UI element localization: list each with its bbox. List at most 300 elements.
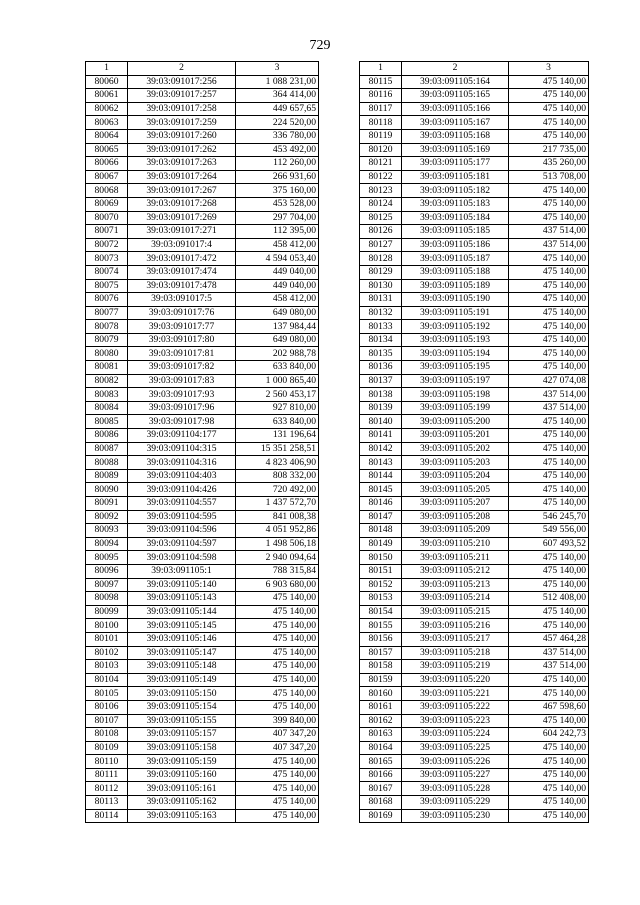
table-row [86,333,319,347]
row-number-cell: 80133 [360,320,402,334]
row-number-cell: 80157 [360,646,402,660]
table-row [86,225,319,239]
value-cell: 475 140,00 [509,429,589,443]
row-number-cell: 80160 [360,687,402,701]
cadastral-number-cell: 39:03:091105:181 [402,170,509,184]
row-number-cell: 80066 [86,157,128,171]
value-cell: 475 140,00 [509,415,589,429]
cadastral-number-cell: 39:03:091105:166 [402,102,509,116]
value-cell: 475 140,00 [236,619,319,633]
table-row [360,796,589,810]
table-row [360,306,589,320]
row-number-cell: 80154 [360,605,402,619]
table-row [86,143,319,157]
table-row [360,551,589,565]
cadastral-number-cell: 39:03:091017:262 [128,143,236,157]
value-cell: 435 260,00 [509,157,589,171]
table-row [360,497,589,511]
cadastral-number-cell: 39:03:091105:198 [402,388,509,402]
table-row [86,415,319,429]
cadastral-number-cell: 39:03:091105:164 [402,75,509,89]
table-row [86,116,319,130]
table-row [360,252,589,266]
cadastral-number-cell: 39:03:091105:189 [402,279,509,293]
row-number-cell: 80067 [86,170,128,184]
cadastral-number-cell: 39:03:091105:182 [402,184,509,198]
value-cell: 375 160,00 [236,184,319,198]
table-row [86,129,319,143]
cadastral-number-cell: 39:03:091105:192 [402,320,509,334]
table-row [86,592,319,606]
value-cell: 475 140,00 [509,306,589,320]
value-cell: 604 242,73 [509,728,589,742]
cadastral-number-cell: 39:03:091105:217 [402,632,509,646]
cadastral-number-cell: 39:03:091105:146 [128,632,236,646]
table-row [86,497,319,511]
value-cell: 475 140,00 [236,673,319,687]
table-row [360,741,589,755]
value-cell: 1 437 572,70 [236,497,319,511]
value-cell: 449 657,65 [236,102,319,116]
cadastral-number-cell: 39:03:091105:226 [402,755,509,769]
table-header-row [360,62,589,76]
cadastral-number-cell: 39:03:091105:230 [402,809,509,823]
row-number-cell: 80088 [86,456,128,470]
value-cell: 475 140,00 [236,605,319,619]
row-number-cell: 80063 [86,116,128,130]
table-row [360,184,589,198]
value-cell: 475 140,00 [509,279,589,293]
cadastral-number-cell: 39:03:091105:220 [402,673,509,687]
table-row [360,170,589,184]
value-cell: 449 040,00 [236,265,319,279]
table-row [360,673,589,687]
row-number-cell: 80101 [86,632,128,646]
table-row [360,646,589,660]
cadastral-number-cell: 39:03:091104:177 [128,429,236,443]
value-cell: 475 140,00 [236,809,319,823]
value-cell: 475 140,00 [509,605,589,619]
value-cell: 4 823 406,90 [236,456,319,470]
row-number-cell: 80113 [86,796,128,810]
table-row [86,388,319,402]
table-row [86,361,319,375]
value-cell: 649 080,00 [236,306,319,320]
value-cell: 475 140,00 [509,129,589,143]
value-cell: 458 412,00 [236,238,319,252]
row-number-cell: 80070 [86,211,128,225]
value-cell: 224 520,00 [236,116,319,130]
row-number-cell: 80156 [360,632,402,646]
cadastral-number-cell: 39:03:091105:162 [128,796,236,810]
value-cell: 475 140,00 [509,497,589,511]
value-cell: 4 051 952,86 [236,524,319,538]
row-number-cell: 80120 [360,143,402,157]
cadastral-number-cell: 39:03:091105:223 [402,714,509,728]
cadastral-number-cell: 39:03:091017:81 [128,347,236,361]
row-number-cell: 80138 [360,388,402,402]
cadastral-number-cell: 39:03:091105:216 [402,619,509,633]
table-row [86,238,319,252]
table-row [360,632,589,646]
cadastral-number-cell: 39:03:091105:144 [128,605,236,619]
value-cell: 475 140,00 [236,646,319,660]
table-row [86,524,319,538]
row-number-cell: 80153 [360,592,402,606]
cadastral-number-cell: 39:03:091104:403 [128,469,236,483]
cadastral-number-cell: 39:03:091105:199 [402,401,509,415]
cadastral-number-cell: 39:03:091105:222 [402,700,509,714]
row-number-cell: 80121 [360,157,402,171]
cadastral-number-cell: 39:03:091105:154 [128,700,236,714]
cadastral-number-cell: 39:03:091017:268 [128,197,236,211]
cadastral-number-cell: 39:03:091105:1 [128,564,236,578]
row-number-cell: 80071 [86,225,128,239]
row-number-cell: 80072 [86,238,128,252]
row-number-cell: 80124 [360,197,402,211]
row-number-cell: 80092 [86,510,128,524]
table-row [360,456,589,470]
cadastral-number-cell: 39:03:091105:165 [402,89,509,103]
cadastral-number-cell: 39:03:091105:185 [402,225,509,239]
table-row [86,728,319,742]
cadastral-number-cell: 39:03:091017:271 [128,225,236,239]
cadastral-number-cell: 39:03:091105:188 [402,265,509,279]
table-row [86,578,319,592]
value-cell: 437 514,00 [509,388,589,402]
row-number-cell: 80130 [360,279,402,293]
value-cell: 1 088 231,00 [236,75,319,89]
value-cell: 475 140,00 [509,483,589,497]
row-number-cell: 80094 [86,537,128,551]
row-number-cell: 80061 [86,89,128,103]
row-number-cell: 80116 [360,89,402,103]
table-row [86,456,319,470]
cadastral-number-cell: 39:03:091105:207 [402,497,509,511]
table-row [86,429,319,443]
value-cell: 457 464,28 [509,632,589,646]
value-cell: 475 140,00 [509,442,589,456]
column-header: 1 [360,62,402,76]
row-number-cell: 80090 [86,483,128,497]
row-number-cell: 80135 [360,347,402,361]
cadastral-number-cell: 39:03:091105:148 [128,660,236,674]
row-number-cell: 80145 [360,483,402,497]
row-number-cell: 80062 [86,102,128,116]
cadastral-number-cell: 39:03:091017:267 [128,184,236,198]
row-number-cell: 80165 [360,755,402,769]
cadastral-number-cell: 39:03:091105:203 [402,456,509,470]
value-cell: 475 140,00 [509,619,589,633]
cadastral-number-cell: 39:03:091105:168 [402,129,509,143]
value-cell: 112 260,00 [236,157,319,171]
cadastral-number-cell: 39:03:091017:5 [128,293,236,307]
cadastral-number-cell: 39:03:091105:191 [402,306,509,320]
column-header: 2 [128,62,236,76]
value-cell: 475 140,00 [236,700,319,714]
table-row [360,265,589,279]
column-header: 2 [402,62,509,76]
cadastral-number-cell: 39:03:091017:256 [128,75,236,89]
value-cell: 453 492,00 [236,143,319,157]
row-number-cell: 80103 [86,660,128,674]
cadastral-number-cell: 39:03:091105:204 [402,469,509,483]
row-number-cell: 80139 [360,401,402,415]
table-row [86,265,319,279]
cadastral-number-cell: 39:03:091017:260 [128,129,236,143]
row-number-cell: 80152 [360,578,402,592]
row-number-cell: 80068 [86,184,128,198]
row-number-cell: 80159 [360,673,402,687]
row-number-cell: 80074 [86,265,128,279]
row-number-cell: 80148 [360,524,402,538]
table-row [360,429,589,443]
cadastral-number-cell: 39:03:091105:209 [402,524,509,538]
row-number-cell: 80104 [86,673,128,687]
value-cell: 475 140,00 [509,741,589,755]
table-row [360,469,589,483]
value-cell: 549 556,00 [509,524,589,538]
value-cell: 513 708,00 [509,170,589,184]
row-number-cell: 80110 [86,755,128,769]
row-number-cell: 80107 [86,714,128,728]
table-row [360,605,589,619]
row-number-cell: 80075 [86,279,128,293]
cadastral-number-cell: 39:03:091105:200 [402,415,509,429]
table-row [360,197,589,211]
row-number-cell: 80083 [86,388,128,402]
value-cell: 437 514,00 [509,225,589,239]
table-row [86,782,319,796]
table-row [86,252,319,266]
row-number-cell: 80108 [86,728,128,742]
column-header: 3 [236,62,319,76]
value-cell: 475 140,00 [509,469,589,483]
table-row [360,483,589,497]
table-row [86,374,319,388]
table-row [86,279,319,293]
cadastral-number-cell: 39:03:091105:219 [402,660,509,674]
value-cell: 475 140,00 [509,755,589,769]
value-cell: 475 140,00 [236,592,319,606]
row-number-cell: 80166 [360,768,402,782]
table-row [360,374,589,388]
row-number-cell: 80140 [360,415,402,429]
value-cell: 2 560 453,17 [236,388,319,402]
value-cell: 475 140,00 [509,184,589,198]
table-row [86,796,319,810]
cadastral-number-cell: 39:03:091105:157 [128,728,236,742]
value-cell: 475 140,00 [236,755,319,769]
table-row [86,768,319,782]
value-cell: 6 903 680,00 [236,578,319,592]
table-row [86,320,319,334]
value-cell: 546 245,70 [509,510,589,524]
row-number-cell: 80161 [360,700,402,714]
row-number-cell: 80122 [360,170,402,184]
table-row [86,741,319,755]
row-number-cell: 80076 [86,293,128,307]
value-cell: 2 940 094,64 [236,551,319,565]
row-number-cell: 80115 [360,75,402,89]
row-number-cell: 80102 [86,646,128,660]
row-number-cell: 80131 [360,293,402,307]
row-number-cell: 80093 [86,524,128,538]
value-cell: 449 040,00 [236,279,319,293]
value-cell: 437 514,00 [509,646,589,660]
value-cell: 475 140,00 [509,687,589,701]
row-number-cell: 80147 [360,510,402,524]
cadastral-number-cell: 39:03:091017:478 [128,279,236,293]
table-row [86,700,319,714]
cadastral-table-right [359,61,589,823]
cadastral-number-cell: 39:03:091105:160 [128,768,236,782]
table-row [86,673,319,687]
value-cell: 475 140,00 [509,782,589,796]
cadastral-number-cell: 39:03:091017:257 [128,89,236,103]
cadastral-number-cell: 39:03:091104:595 [128,510,236,524]
table-row [360,89,589,103]
cadastral-number-cell: 39:03:091105:224 [402,728,509,742]
value-cell: 475 140,00 [509,456,589,470]
table-row [360,279,589,293]
table-row [360,524,589,538]
value-cell: 475 140,00 [509,361,589,375]
cadastral-number-cell: 39:03:091105:228 [402,782,509,796]
row-number-cell: 80127 [360,238,402,252]
row-number-cell: 80118 [360,116,402,130]
value-cell: 841 008,38 [236,510,319,524]
value-cell: 927 810,00 [236,401,319,415]
row-number-cell: 80098 [86,592,128,606]
row-number-cell: 80169 [360,809,402,823]
value-cell: 475 140,00 [509,714,589,728]
cadastral-number-cell: 39:03:091105:212 [402,564,509,578]
value-cell: 475 140,00 [509,796,589,810]
row-number-cell: 80099 [86,605,128,619]
cadastral-number-cell: 39:03:091105:229 [402,796,509,810]
value-cell: 720 492,00 [236,483,319,497]
value-cell: 427 074,08 [509,374,589,388]
cadastral-number-cell: 39:03:091104:557 [128,497,236,511]
row-number-cell: 80162 [360,714,402,728]
row-number-cell: 80105 [86,687,128,701]
value-cell: 633 840,00 [236,415,319,429]
cadastral-number-cell: 39:03:091017:259 [128,116,236,130]
row-number-cell: 80149 [360,537,402,551]
column-header: 1 [86,62,128,76]
value-cell: 336 780,00 [236,129,319,143]
cadastral-number-cell: 39:03:091017:77 [128,320,236,334]
table-row [360,157,589,171]
row-number-cell: 80117 [360,102,402,116]
cadastral-number-cell: 39:03:091105:183 [402,197,509,211]
table-row [86,469,319,483]
cadastral-number-cell: 39:03:091105:177 [402,157,509,171]
cadastral-number-cell: 39:03:091105:155 [128,714,236,728]
row-number-cell: 80060 [86,75,128,89]
value-cell: 475 140,00 [509,252,589,266]
cadastral-number-cell: 39:03:091017:80 [128,333,236,347]
value-cell: 202 988,78 [236,347,319,361]
value-cell: 475 140,00 [509,809,589,823]
cadastral-number-cell: 39:03:091104:596 [128,524,236,538]
row-number-cell: 80106 [86,700,128,714]
row-number-cell: 80126 [360,225,402,239]
table-row [360,211,589,225]
table-row [86,347,319,361]
cadastral-number-cell: 39:03:091017:4 [128,238,236,252]
value-cell: 475 140,00 [236,660,319,674]
row-number-cell: 80146 [360,497,402,511]
table-row [360,320,589,334]
cadastral-number-cell: 39:03:091105:150 [128,687,236,701]
cadastral-number-cell: 39:03:091017:472 [128,252,236,266]
row-number-cell: 80109 [86,741,128,755]
table-row [360,129,589,143]
value-cell: 399 840,00 [236,714,319,728]
value-cell: 1 000 865,40 [236,374,319,388]
table-row [360,401,589,415]
value-cell: 475 140,00 [509,347,589,361]
table-row [86,537,319,551]
table-row [86,197,319,211]
value-cell: 131 196,64 [236,429,319,443]
table-row [360,619,589,633]
table-header-row [86,62,319,76]
page-number: 729 [309,38,331,53]
table-row [86,483,319,497]
row-number-cell: 80073 [86,252,128,266]
row-number-cell: 80134 [360,333,402,347]
row-number-cell: 80077 [86,306,128,320]
cadastral-number-cell: 39:03:091105:147 [128,646,236,660]
table-row [360,564,589,578]
table-row [86,75,319,89]
cadastral-number-cell: 39:03:091017:264 [128,170,236,184]
value-cell: 475 140,00 [509,293,589,307]
row-number-cell: 80136 [360,361,402,375]
row-number-cell: 80096 [86,564,128,578]
cadastral-number-cell: 39:03:091105:194 [402,347,509,361]
row-number-cell: 80100 [86,619,128,633]
table-row [86,619,319,633]
row-number-cell: 80125 [360,211,402,225]
table-row [86,184,319,198]
value-cell: 475 140,00 [236,796,319,810]
table-row [360,728,589,742]
table-row [86,605,319,619]
table-row [360,537,589,551]
row-number-cell: 80085 [86,415,128,429]
value-cell: 512 408,00 [509,592,589,606]
table-row [86,687,319,701]
table-row [86,755,319,769]
row-number-cell: 80081 [86,361,128,375]
table-row [86,211,319,225]
row-number-cell: 80095 [86,551,128,565]
row-number-cell: 80168 [360,796,402,810]
cadastral-number-cell: 39:03:091105:169 [402,143,509,157]
value-cell: 364 414,00 [236,89,319,103]
value-cell: 475 140,00 [509,673,589,687]
table-row [360,361,589,375]
row-number-cell: 80082 [86,374,128,388]
cadastral-number-cell: 39:03:091105:211 [402,551,509,565]
table-row [86,102,319,116]
value-cell: 112 395,00 [236,225,319,239]
table-row [86,632,319,646]
